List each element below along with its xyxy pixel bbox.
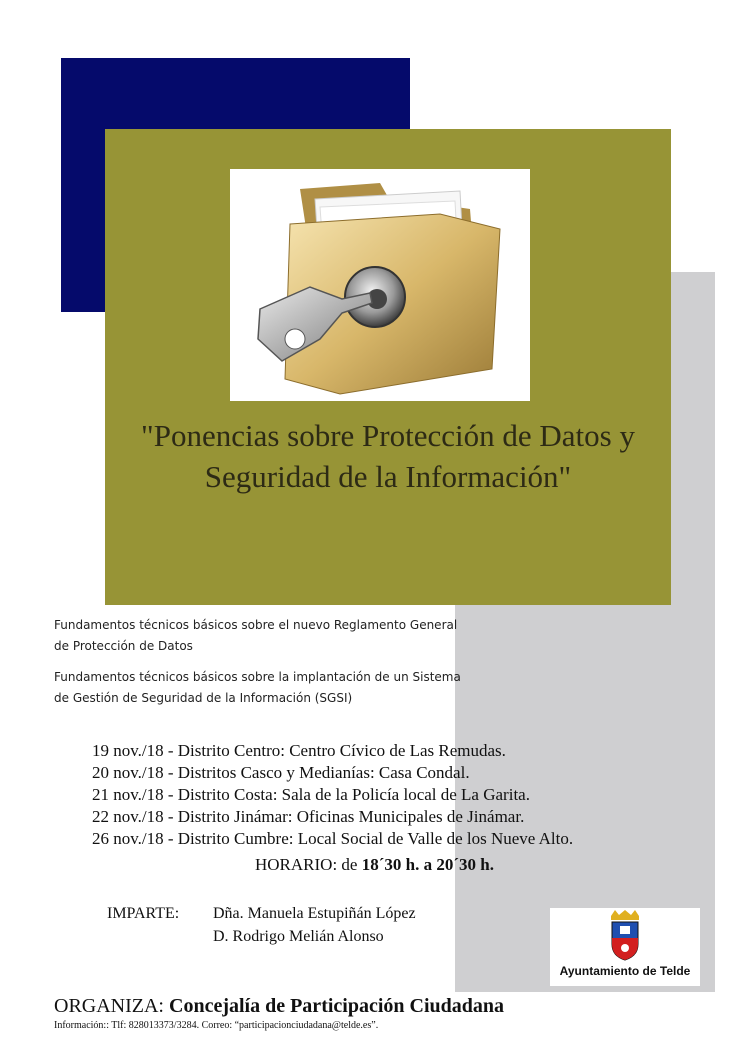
schedule-item: 26 nov./18 - Distrito Cumbre: Local Social de Valle de los Nueve Alto.: [92, 829, 574, 848]
logo-text: Ayuntamiento de Telde: [559, 964, 691, 978]
contact-info: Información:: Tlf: 828013373/3284. Correo: “participacionciudadana@telde.es”.: [54, 1020, 379, 1031]
speaker-name: D. Rodrigo Melián Alonso: [213, 928, 384, 945]
telde-crest-icon: [605, 910, 645, 962]
horario-time: 18´30 h. a 20´30 h.: [361, 855, 494, 874]
imparte-label: IMPARTE:: [107, 905, 180, 922]
organiza-label: ORGANIZA:: [54, 995, 169, 1017]
schedule-item: 22 nov./18 - Distrito Jinámar: Oficinas Municipales de Jinámar.: [92, 807, 525, 826]
horario-label: HORARIO: de: [255, 855, 362, 874]
schedule-item: 20 nov./18 - Distritos Casco y Medianías: Casa Condal.: [92, 763, 470, 782]
schedule-item: 19 nov./18 - Distrito Centro: Centro Cívico de Las Remudas.: [92, 741, 506, 760]
organiza-value: Concejalía de Participación Ciudadana: [169, 995, 505, 1017]
horario: [255, 855, 494, 875]
subtitle-rgpd: Fundamentos técnicos básicos sobre el nuevo Reglamento General de Protección de Datos: [54, 618, 458, 653]
speaker-name: Dña. Manuela Estupiñán López: [213, 905, 416, 922]
schedule-item: 21 nov./18 - Distrito Costa: Sala de la Policía local de La Garita.: [92, 785, 530, 804]
schedule-list: [92, 740, 573, 850]
organiza: [54, 995, 504, 1018]
folder-lock-icon: [230, 169, 530, 401]
page-title: "Ponencias sobre Protección de Datos y Seguridad de la Información": [141, 418, 635, 494]
ayuntamiento-logo: [550, 908, 700, 986]
subtitle-sgsi: Fundamentos técnicos básicos sobre la implantación de un Sistema de Gestión de Seguridad de la Información (SGSI): [54, 670, 461, 705]
